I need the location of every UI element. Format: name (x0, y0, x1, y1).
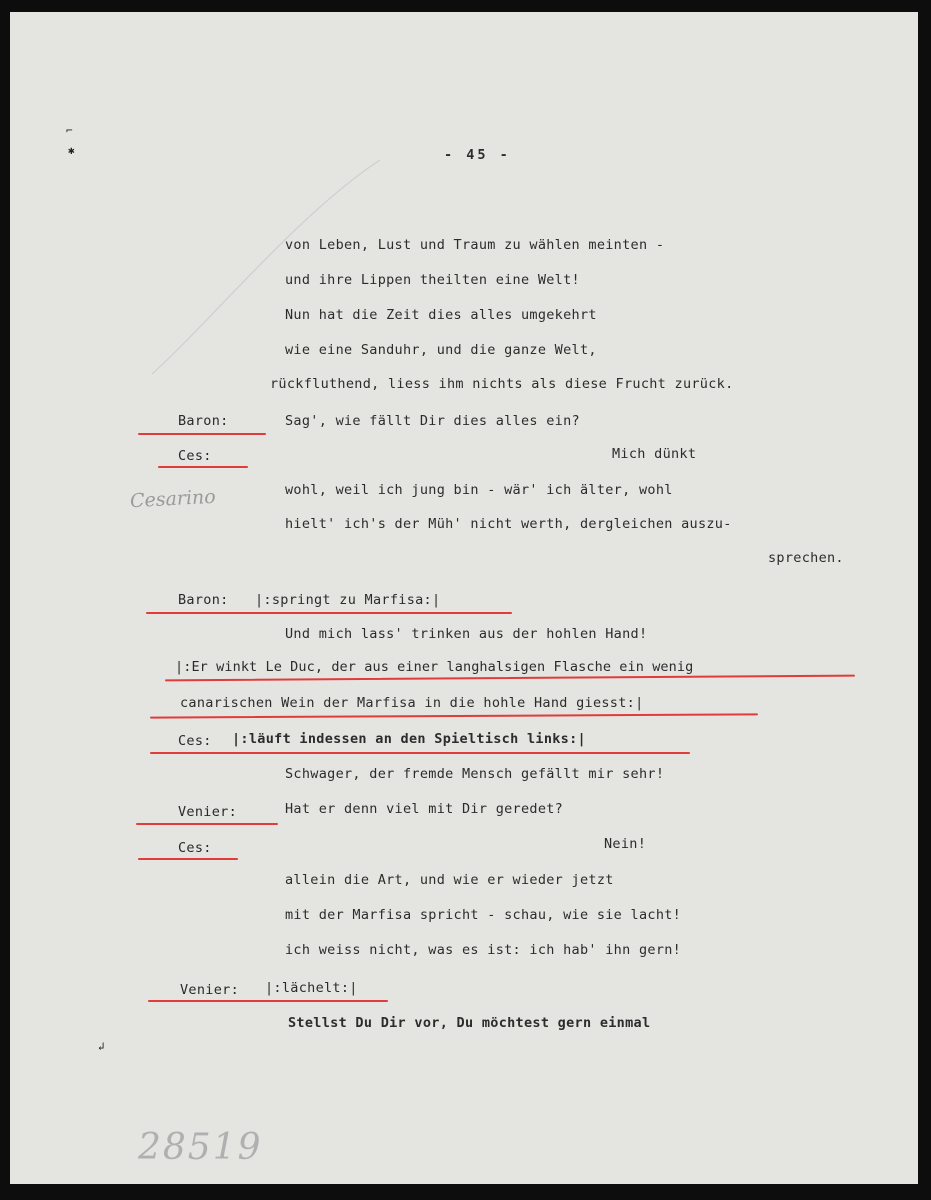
stage-direction: |:springt zu Marfisa:| (255, 592, 441, 608)
stage-direction: canarischen Wein der Marfisa in die hohle Hand giesst:| (180, 695, 644, 711)
pencil-margin-note: Cesarino (129, 485, 217, 513)
text-line: Hat er denn viel mit Dir geredet? (285, 801, 564, 817)
stage-direction-underline (165, 675, 855, 682)
text-line: Nun hat die Zeit dies alles umgekehrt (285, 307, 597, 323)
text-line: Mich dünkt (612, 446, 697, 462)
text-line: Stellst Du Dir vor, Du möchtest gern einmal (288, 1015, 651, 1031)
stage-direction-underline (150, 713, 758, 718)
speaker-ces: Ces: (178, 448, 212, 464)
speaker-underline (138, 433, 266, 435)
speaker-venier: Venier: (178, 804, 237, 820)
archive-number: 28519 (138, 1127, 263, 1168)
speaker-underline (146, 612, 512, 614)
speaker-underline (150, 752, 690, 754)
text-line: Schwager, der fremde Mensch gefällt mir sehr! (285, 766, 665, 782)
stage-direction: |:lächelt:| (265, 980, 358, 996)
margin-tick-mark: ✱ (68, 144, 75, 157)
text-line: ich weiss nicht, was es ist: ich hab' ihn gern! (285, 942, 682, 958)
text-line: von Leben, Lust und Traum zu wählen meinten - (285, 237, 665, 253)
text-line: und ihre Lippen theilten eine Welt! (285, 272, 580, 288)
stage-direction: |:Er winkt Le Duc, der aus einer langhalsigen Flasche ein wenig (175, 659, 694, 675)
text-line: rückfluthend, liess ihm nichts als diese Frucht zurück. (270, 376, 734, 392)
page-number: - 45 - (444, 147, 511, 163)
speaker-underline (136, 823, 278, 825)
text-line: wie eine Sanduhr, und die ganze Welt, (285, 342, 597, 358)
text-line: Und mich lass' trinken aus der hohlen Hand! (285, 626, 648, 642)
text-line: Nein! (604, 836, 647, 852)
text-line: Sag', wie fällt Dir dies alles ein? (285, 413, 580, 429)
margin-tick-mark: ↲ (98, 1040, 105, 1053)
speaker-baron: Baron: (178, 413, 229, 429)
stage-direction: |:läuft indessen an den Spieltisch links:| (232, 731, 586, 747)
speaker-venier: Venier: (180, 982, 239, 998)
typescript-page (10, 12, 918, 1184)
speaker-ces: Ces: (178, 840, 212, 856)
margin-tick-mark: ⌐ (66, 124, 73, 137)
text-line: wohl, weil ich jung bin - wär' ich älter, wohl (285, 482, 673, 498)
text-line: hielt' ich's der Müh' nicht werth, dergleichen auszu- (285, 516, 732, 532)
speaker-ces: Ces: (178, 733, 212, 749)
speaker-underline (138, 858, 238, 860)
speaker-underline (158, 466, 248, 468)
text-line: mit der Marfisa spricht - schau, wie sie lacht! (285, 907, 682, 923)
speaker-underline (148, 1000, 388, 1002)
text-line: sprechen. (768, 550, 844, 566)
text-line: allein die Art, und wie er wieder jetzt (285, 872, 614, 888)
speaker-baron: Baron: (178, 592, 229, 608)
